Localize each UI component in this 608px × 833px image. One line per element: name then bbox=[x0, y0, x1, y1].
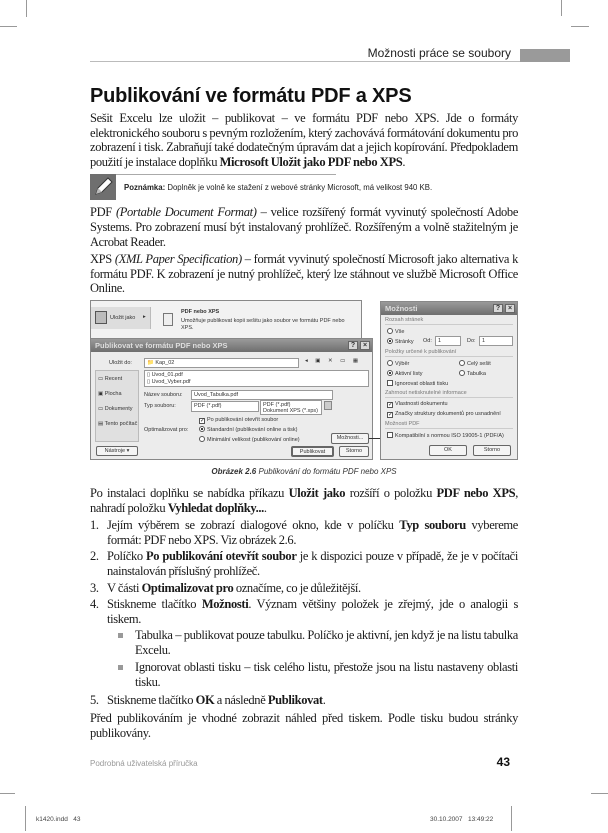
figure-screenshot bbox=[90, 300, 518, 462]
crop-mark bbox=[591, 793, 608, 794]
options-dialog bbox=[380, 301, 518, 460]
save-as-icon bbox=[95, 311, 107, 324]
filename-label: Název souboru: bbox=[144, 391, 183, 398]
bullet-item: Ignorovat oblasti tisku – tisk celého listu, přestože jsou na listu nastaveny oblasti tisku. bbox=[90, 660, 518, 689]
active-sheets-radio[interactable]: Aktivní listy bbox=[387, 370, 423, 377]
publish-dialog bbox=[90, 338, 373, 460]
options-button[interactable]: Možnosti... bbox=[331, 433, 369, 444]
file-type-select[interactable]: PDF (*.pdf) bbox=[191, 401, 259, 412]
publish-dialog-titlebar bbox=[91, 339, 372, 352]
from-label: Od: bbox=[423, 337, 432, 344]
file-type-options[interactable] bbox=[260, 400, 322, 415]
optimize-label: Optimalizovat pro: bbox=[144, 426, 189, 433]
page-footer bbox=[90, 743, 510, 769]
footer-book-title: Podrobná uživatelská příručka bbox=[90, 759, 198, 769]
connector-line bbox=[369, 438, 380, 439]
document-properties-checkbox[interactable]: ✓ Vlastnosti dokumentu bbox=[388, 400, 448, 408]
range-all-radio[interactable]: Vše bbox=[387, 328, 404, 335]
help-button[interactable]: ? bbox=[348, 341, 358, 350]
ok-button[interactable]: OK bbox=[429, 445, 467, 456]
whole-workbook-radio[interactable]: Celý sešit bbox=[459, 360, 491, 367]
publish-dialog-title: Publikovat ve formátu PDF nebo XPS bbox=[95, 340, 228, 350]
pdf-xps-description: Umožňuje publikovat kopii sešitu jako soubor ve formátu PDF nebo XPS. bbox=[181, 317, 345, 331]
tools-button[interactable]: Nástroje ▾ bbox=[96, 446, 138, 456]
chevron-down-icon[interactable] bbox=[324, 401, 332, 410]
header-tab-marker bbox=[520, 49, 570, 62]
range-pages-radio[interactable]: Stránky bbox=[387, 338, 414, 345]
toolbar-icons[interactable]: ◂ ▣ ✕ ▭ ▦ bbox=[305, 357, 362, 364]
crop-mark bbox=[561, 0, 562, 16]
to-spinner[interactable]: 1 bbox=[479, 336, 513, 346]
optimize-standard-radio[interactable]: Standardní (publikování online a tisk) bbox=[199, 426, 298, 433]
bullet-square-icon bbox=[118, 665, 123, 670]
file-list[interactable] bbox=[144, 370, 369, 387]
from-spinner[interactable]: 1 bbox=[435, 336, 461, 346]
file-type-label: Typ souboru: bbox=[144, 402, 176, 409]
after-figure-paragraph: Po instalaci doplňku se nabídka příkazu Uložit jako rozšíří o položku PDF nebo XPS, nahradí položku Vyhledat doplňky.... bbox=[90, 485, 518, 515]
page-title: Publikování ve formátu PDF a XPS bbox=[90, 85, 412, 107]
crop-mark bbox=[0, 793, 15, 794]
file-item[interactable]: ▯ Uvod_01.pdf bbox=[147, 371, 183, 378]
figure-caption: Obrázek 2.6 Publikování do formátu PDF nebo XPS bbox=[211, 466, 397, 476]
cancel-button[interactable]: Storno bbox=[473, 445, 511, 456]
intro-paragraph: Sešit Excelu lze uložit – publikovat – ve formátu PDF nebo XPS. Jde o formáty elektronického souboru s pevným rozložením, který zachovává formátování dokumentu pro zobrazení i tisk. Zabraňují také dodatečným úpravám dat a jejich kopírování. Předpokladem použití je instalace doplňku Microsoft Uložit jako PDF nebo XPS. bbox=[90, 111, 518, 169]
optimize-min-radio[interactable]: Minimální velikost (publikování online) bbox=[199, 436, 300, 443]
options-dialog-title: Možnosti bbox=[385, 303, 418, 313]
crop-mark bbox=[511, 806, 512, 831]
page-number: 43 bbox=[496, 755, 510, 770]
open-after-checkbox[interactable]: ✓ Po publikování otevřít soubor bbox=[200, 416, 279, 424]
note-text: Poznámka: Doplněk je volně ke stažení z webové stránky Microsoft, má velikost 940 KB. bbox=[124, 183, 433, 193]
slug-date: 30.10.2007 13:49:22 bbox=[430, 816, 494, 824]
list-item: 5. Stiskneme tlačítko OK a následně Publikovat. bbox=[90, 692, 326, 707]
pdf-xps-menu-item[interactable]: PDF nebo XPS bbox=[181, 308, 220, 315]
pdf-section-label: Možnosti PDF bbox=[385, 421, 513, 429]
slug-area bbox=[0, 793, 608, 833]
office-menu bbox=[90, 300, 362, 340]
crop-mark bbox=[0, 26, 17, 27]
place-desktop[interactable]: ▣ Plocha bbox=[98, 390, 122, 397]
list-item: 1. Jejím výběrem se zobrazí dialogové okno, kde v políčku Typ souboru vybereme formát: PDF nebo XPS. Viz obrázek 2.6. bbox=[90, 518, 518, 547]
page-body bbox=[0, 84, 608, 833]
include-section-label: Zahrnout netisknutelné informace bbox=[385, 390, 513, 398]
note-rule bbox=[116, 174, 336, 175]
place-computer[interactable]: ▤ Tento počítač bbox=[98, 420, 138, 427]
crop-mark bbox=[25, 806, 26, 831]
structure-tags-checkbox[interactable]: ✓ Značky struktury dokumentů pro usnadnění bbox=[388, 410, 501, 418]
table-radio[interactable]: Tabulka bbox=[459, 370, 486, 377]
submenu-arrow-icon: ▸ bbox=[143, 313, 146, 320]
list-item: 4. Stiskneme tlačítko Možnosti. Význam většiny položek je zřejmý, jde o analogii s tiskem. bbox=[90, 597, 518, 626]
range-section-label: Rozsah stránek bbox=[385, 317, 513, 325]
save-as-menu-item[interactable] bbox=[91, 307, 151, 329]
list-item: 3. V části Optimalizovat pro označíme, co je důležitější. bbox=[90, 580, 361, 595]
pdf-paragraph: PDF (Portable Document Format) – velice rozšířený formát vyvinutý společností Adobe Systems. Pro zobrazení musí být instalovaný prohlížeč. Rozšířeným a volně stažitelným je Acrobat Reader. bbox=[90, 205, 519, 249]
text-column bbox=[90, 84, 518, 743]
close-button[interactable]: × bbox=[505, 304, 515, 313]
header-rule bbox=[90, 61, 520, 62]
steps-list bbox=[90, 518, 518, 707]
slug-filename: k1420.indd 43 bbox=[36, 816, 81, 824]
filename-input[interactable]: Uvod_Tabulka.pdf bbox=[191, 390, 333, 400]
to-label: Do: bbox=[467, 337, 476, 344]
ignore-print-areas-checkbox[interactable]: Ignorovat oblasti tisku bbox=[387, 380, 448, 387]
closing-paragraph: Před publikováním je vhodné zobrazit náhled před tiskem. Podle tisku budou stránky publikovány. bbox=[90, 711, 518, 740]
cancel-button[interactable]: Storno bbox=[339, 446, 369, 457]
save-in-combo[interactable]: 📁 Kap_02 bbox=[144, 358, 299, 368]
note-box bbox=[90, 174, 518, 201]
crop-mark bbox=[571, 26, 589, 27]
file-type-option[interactable]: PDF (*.pdf) bbox=[263, 401, 291, 408]
close-button[interactable]: × bbox=[360, 341, 370, 350]
pencil-icon bbox=[90, 174, 116, 200]
crop-mark bbox=[26, 0, 27, 17]
pdf-file-icon bbox=[163, 313, 173, 326]
place-recent[interactable]: ▭ Recent bbox=[98, 375, 123, 382]
help-button[interactable]: ? bbox=[493, 304, 503, 313]
xps-paragraph: XPS (XML Paper Specification) – formát vyvinutý společností Microsoft jako alternativa k formátu PDF. K zobrazení je nutný prohlížeč, který lze stáhnout ve službě Microsoft Office Online. bbox=[90, 252, 519, 296]
place-documents[interactable]: ▭ Dokumenty bbox=[98, 405, 133, 412]
file-type-option[interactable]: Dokument XPS (*.xps) bbox=[263, 407, 319, 414]
file-item[interactable]: ▯ Uvod_Vyber.pdf bbox=[147, 378, 191, 385]
selection-radio[interactable]: Výběr bbox=[387, 360, 409, 367]
iso-checkbox[interactable]: Kompatibilní s normou ISO 19005-1 (PDF/A) bbox=[387, 432, 504, 439]
places-bar bbox=[95, 370, 139, 442]
publish-button[interactable]: Publikovat bbox=[291, 446, 334, 457]
running-header: Možnosti práce se soubory bbox=[367, 46, 511, 60]
bullet-item: Tabulka – publikovat pouze tabulku. Políčko je aktivní, jen když je na listu tabulka Excelu. bbox=[90, 628, 518, 657]
list-item: 2. Políčko Po publikování otevřít soubor je k dispozici pouze v případě, že je v počítači nainstalován příslušný prohlížeč. bbox=[90, 549, 518, 578]
save-in-label: Uložit do: bbox=[109, 359, 132, 366]
publish-section-label: Položky určené k publikování bbox=[385, 349, 513, 357]
save-as-label: Uložit jako bbox=[110, 314, 136, 321]
bullet-square-icon bbox=[118, 633, 123, 638]
